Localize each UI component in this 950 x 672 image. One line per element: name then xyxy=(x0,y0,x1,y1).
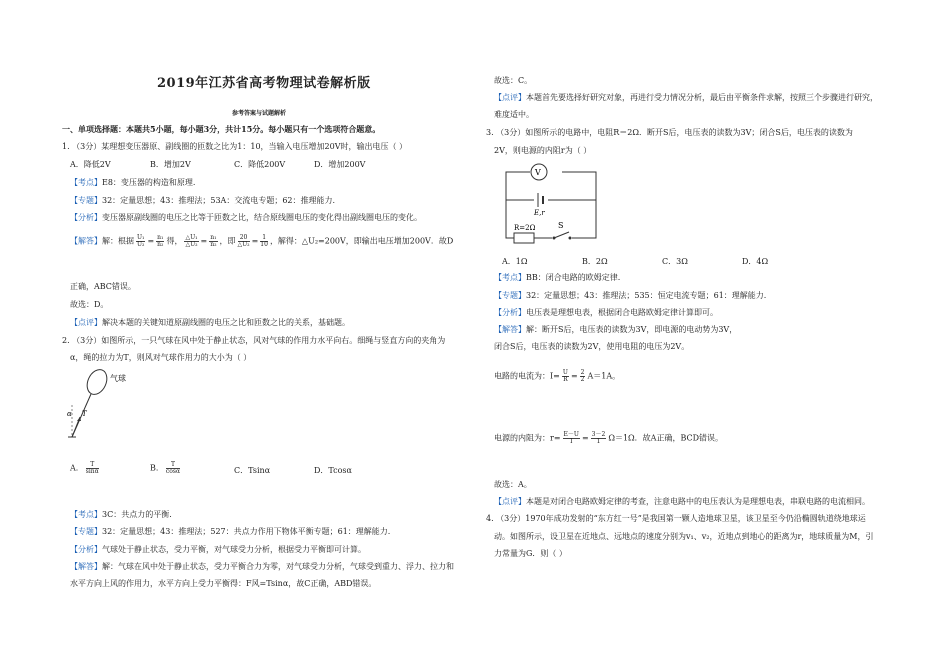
q3-jieda-text: 解：断开S后，电压表的读数为3V，即电源的电动势为3V， xyxy=(526,325,738,334)
q3-r-a: 电源的内阻为：r xyxy=(494,433,554,443)
kaodian-tag: 【考点】 xyxy=(70,178,102,187)
battery-label: E,r xyxy=(534,209,545,217)
q3-jieda-2: 闭合S后，电压表的读数为2V，使用电阻的电压为2V。 xyxy=(494,342,690,351)
q1-frac3: $\frac{\text{△U₁}}{\text{△U₂}}$ xyxy=(185,234,198,248)
q1-stem: 1. （3分）某理想变压器原、副线圈的匝数之比为1：10，当输入电压增加20V时，输出电压（ ） xyxy=(62,142,408,151)
q4-stem-2: 动。如图所示，设卫星在近地点、远地点的速度分别为v₁、v₂，近地点到地心的距离为r，地球质量为M，引 xyxy=(494,532,874,541)
q1-frac1: $\frac{\text{U₁}}{\text{U₂}}$ xyxy=(137,234,145,248)
q3-option-d: D．4Ω xyxy=(742,257,769,266)
q1-jieda-a: 解：根据 xyxy=(102,236,134,246)
q1-jieda-cont: 正确，ABC错误。 xyxy=(70,282,136,291)
zhuanti-tag: 【专题】 xyxy=(494,291,526,300)
q1-dianping-text: 解决本题的关键知道原副线圈的电压之比和匝数之比的关系，基础题。 xyxy=(102,318,350,327)
q3-current-b: A＝1A。 xyxy=(587,371,621,381)
q3-dianping-text: 本题是对闭合电路欧姆定律的考查，注意电路中的电压表认为是理想电表，串联电路的电流相同。 xyxy=(526,497,870,506)
q2-zhuanti-text: 32：定量思想；43：推理法；527：共点力作用下物体平衡专题；61：理解能力. xyxy=(102,527,391,536)
q2-dianping xyxy=(494,93,878,103)
q1-frac2: $\frac{\text{n₁}}{\text{n₂}}$ xyxy=(157,234,164,248)
q1-option-b: B．增加2V xyxy=(150,160,191,169)
q2-kaodian-text: 3C：共点力的平衡. xyxy=(102,510,172,519)
q3-dianping xyxy=(494,497,870,507)
q3-fenxi-text: 电压表是理想电表，根据闭合电路欧姆定律计算即可。 xyxy=(526,308,718,317)
q2-option-c: C．Tsinα xyxy=(234,466,271,475)
q2-zhuanti xyxy=(70,527,390,537)
q3-current-frac1: $\frac{U}{R}$ xyxy=(562,369,568,383)
q3-zhuanti-text: 32：定量思想；43：推理法；535：恒定电流专题；61：理解能力. xyxy=(526,291,767,300)
q2-jieda xyxy=(70,562,454,572)
fenxi-tag: 【分析】 xyxy=(494,308,526,317)
q3-current-frac2: $\frac{2}{2}$ xyxy=(580,369,585,383)
q1-fenxi-text: 变压器原副线圈的电压之比等于匝数之比，结合原线圈电压的变化得出副线圈电压的变化。 xyxy=(102,213,422,222)
q2-option-b: B． $\frac{T}{\cos\alpha}$ xyxy=(150,461,180,475)
t-label: T xyxy=(82,410,87,418)
q2-answer: 故选：C。 xyxy=(494,76,533,85)
section-heading: 一、单项选择题：本题共5小题，每小题3分，共计15分。每小题只有一个选项符合题意。 xyxy=(62,124,381,134)
q3-resistance-line: 电源的内阻为：r= $\frac{E-U}{I}$ = $\frac{3-2}{1}$ Ω＝1Ω．故A正确，BCD错误。 xyxy=(494,431,724,445)
q1-option-a: A．降低2V xyxy=(70,160,111,169)
q3-fenxi xyxy=(494,308,718,318)
alpha-label: α xyxy=(67,410,72,418)
q3-jieda xyxy=(494,325,737,335)
q2-kaodian xyxy=(70,510,172,520)
q2-fenxi xyxy=(70,545,366,555)
q1-zhuanti-text: 32：定量思想；43：推理法；53A：交流电专题；62：推理能力. xyxy=(102,196,336,205)
resistor xyxy=(514,233,534,243)
q3-current-a: 电路的电流为：I xyxy=(494,371,554,381)
q1-answer: 故选：D。 xyxy=(70,300,109,309)
balloon-label: 气球 xyxy=(110,374,126,383)
q1-frac4: $\frac{\text{n₁}}{\text{n₂}}$ xyxy=(210,234,217,248)
q2-jieda-text: 解：气球在风中处于静止状态，受力平衡合力为零，对气球受力分析，气球受到重力、浮力、拉力和 xyxy=(102,562,454,571)
jieda-tag: 【解答】 xyxy=(494,325,526,334)
dianping-tag: 【点评】 xyxy=(70,318,102,327)
jieda-tag: 【解答】 xyxy=(70,562,102,571)
q1-frac5: $\frac{20}{\text{△U₂}}$ xyxy=(237,234,250,248)
q2-dianping-text: 本题首先要选择好研究对象，再进行受力情况分析，最后由平衡条件求解，按照三个步骤进行研究， xyxy=(526,93,878,102)
kaodian-tag: 【考点】 xyxy=(70,510,102,519)
q3-r-b: Ω＝1Ω．故A正确，BCD错误。 xyxy=(608,433,724,443)
q3-option-c: C．3Ω xyxy=(662,257,688,266)
q2-option-a: A． $\frac{T}{\sin\alpha}$ xyxy=(70,461,99,475)
kaodian-tag: 【考点】 xyxy=(494,273,526,282)
q1-jieda: 【解答】解：根据 $\frac{\text{U₁}}{\text{U₂}}$ = $\frac{\text{n₁}}{\text{n₂}}$ 得， $\frac{\text{△U₁}}{\text{△U₂}}$ = $\frac{\text{n₁}}{\text{n₂}}$ ，即 $\frac{20}{\text{△U₂}}$ = $\frac{1}{10}$ ，解得：△U₂=200V，即输出电压增加200V．故D xyxy=(70,234,454,248)
q3-r-frac1: $\frac{E-U}{I}$ xyxy=(563,431,579,445)
q1-kaodian-text: E8：变压器的构造和原理. xyxy=(102,178,196,187)
q3-stem-2: 2V，则电源的内阻r为（ ） xyxy=(494,146,592,155)
dianping-tag: 【点评】 xyxy=(494,497,526,506)
q2-fenxi-text: 气球处于静止状态，受力平衡，对气球受力分析，根据受力平衡即可计算。 xyxy=(102,545,366,554)
q2-dianping-2: 难度适中。 xyxy=(494,110,534,119)
balloon-shape xyxy=(83,366,110,397)
q1-fenxi xyxy=(70,213,422,223)
voltmeter-label: V xyxy=(535,168,541,177)
paper-subtitle: 参考答案与试题解析 xyxy=(232,110,287,117)
q3-stem: 3. （3分）如图所示的电路中，电阻R＝2Ω．断开S后，电压表的读数为3V；闭合S后，电压表的读数为 xyxy=(486,128,853,137)
q3-option-b: B．2Ω xyxy=(582,257,608,266)
q1-zhuanti xyxy=(70,196,335,206)
jieda-tag: 【解答】 xyxy=(70,236,102,246)
zhuanti-tag: 【专题】 xyxy=(70,527,102,536)
q2-stem-2: α，绳的拉力为T，则风对气球作用力的大小为（ ） xyxy=(70,353,252,362)
q2-jieda-2: 水平方向上风的作用力，水平方向上受力平衡得：F风=Tsinα，故C正确，ABD错误。 xyxy=(70,579,377,588)
dianping-tag: 【点评】 xyxy=(494,93,526,102)
q1-jieda-d: ，解得：△U₂=200V，即输出电压增加200V．故D xyxy=(269,236,454,246)
q4-stem: 4. （3分）1970年成功发射的“东方红一号”是我国第一颗人造地球卫星，该卫星至今仍沿椭圆轨道绕地球运 xyxy=(486,514,866,523)
q1-jieda-c: ，即 xyxy=(219,236,236,246)
q4-stem-3: 力常量为G．则（ ） xyxy=(494,549,567,558)
q1-kaodian xyxy=(70,178,195,188)
q2-option-b-frac: $\frac{T}{\cos\alpha}$ xyxy=(165,461,180,475)
q1-option-d: D．增加200V xyxy=(314,160,366,169)
q2-option-a-frac: $\frac{T}{\sin\alpha}$ xyxy=(85,461,99,475)
q1-frac6: $\frac{1}{10}$ xyxy=(260,234,268,248)
q3-zhuanti xyxy=(494,291,766,301)
q3-option-a: A．1Ω xyxy=(502,257,528,266)
q2-stem: 2. （3分）如图所示，一只气球在风中处于静止状态，风对气球的作用力水平向右。细绳与竖直方向的夹角为 xyxy=(62,336,446,345)
q3-kaodian-text: BB：闭合电路的欧姆定律. xyxy=(526,273,621,282)
zhuanti-tag: 【专题】 xyxy=(70,196,102,205)
fenxi-tag: 【分析】 xyxy=(70,213,102,222)
q3-r-frac2: $\frac{3-2}{1}$ xyxy=(591,431,606,445)
q3-answer: 故选：A。 xyxy=(494,480,532,489)
balloon-figure xyxy=(66,365,136,445)
q3-kaodian xyxy=(494,273,620,283)
q3-current-line: 电路的电流为：I= $\frac{U}{R}$ = $\frac{2}{2}$ A＝1A。 xyxy=(494,369,621,383)
fenxi-tag: 【分析】 xyxy=(70,545,102,554)
paper-title: 2019年江苏省高考物理试卷解析版 xyxy=(157,76,371,91)
circuit-figure xyxy=(494,160,604,245)
q2-option-d: D．Tcosα xyxy=(314,466,352,475)
resistor-label: R=2Ω xyxy=(514,224,536,232)
q1-jieda-b: 得， xyxy=(166,236,183,246)
q1-dianping xyxy=(70,318,350,328)
q1-option-c: C．降低200V xyxy=(234,160,286,169)
switch-label: S xyxy=(558,221,564,230)
